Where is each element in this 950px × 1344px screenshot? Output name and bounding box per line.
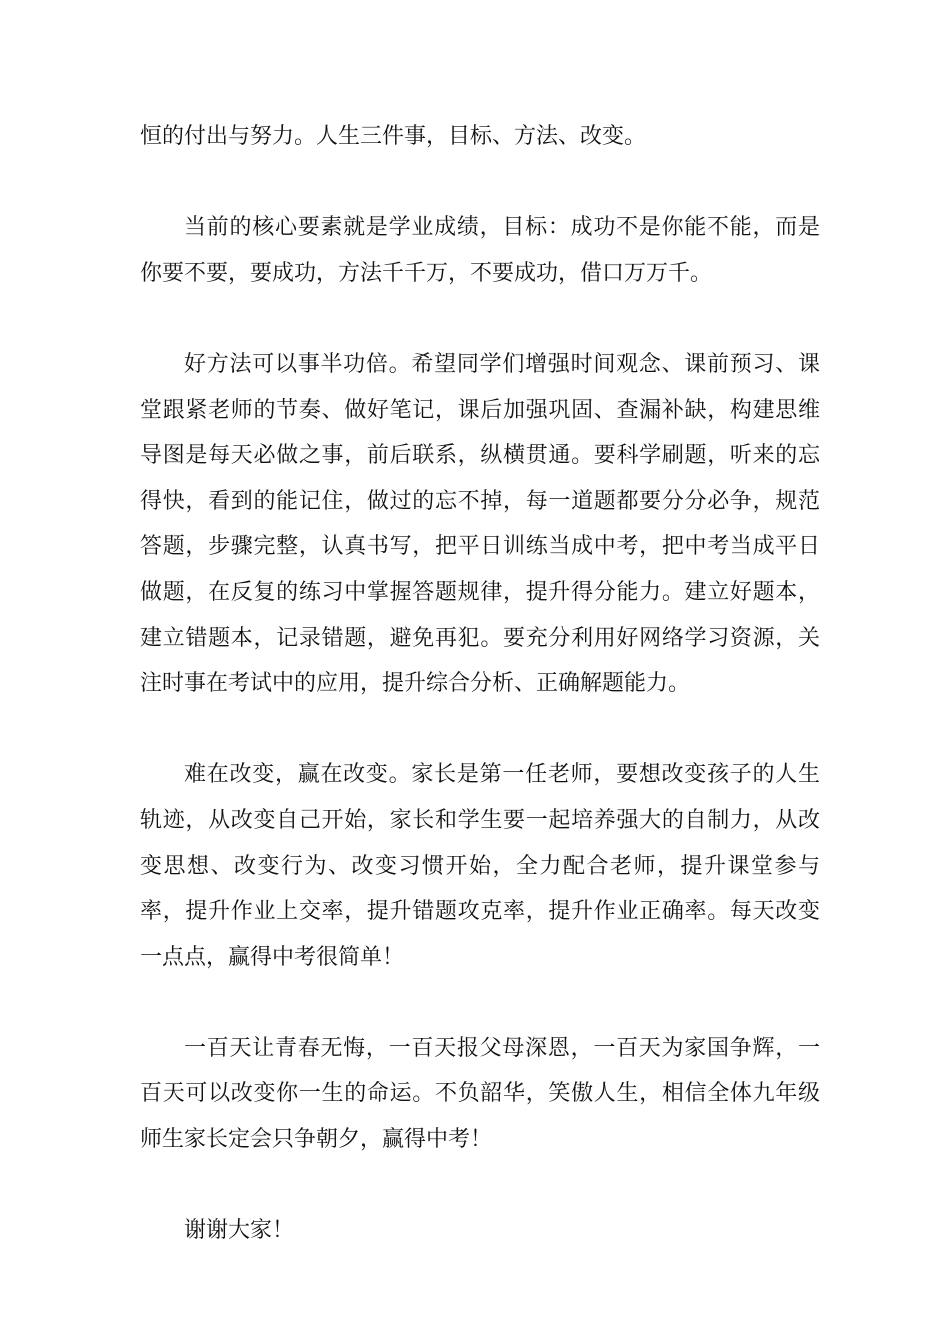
document-body (140, 114, 820, 1254)
paragraph-1: 恒的付出与努力。人生三件事，目标、方法、改变。 (140, 124, 647, 149)
paragraph-4: 难在改变，赢在改变。家长是第一任老师，要想改变孩子的人生轨迹，从改变自己开始，家长和学生要一起培养强大的自制力，从改变思想、改变行为、改变习惯开始，全力配合老师，提升课堂参与率，提升作业上交率，提升错题攻克率，提升作业正确率。每天改变一点点，赢得中考很简单！ (140, 762, 820, 970)
paragraph-2: 当前的核心要素就是学业成绩，目标：成功不是你能不能，而是你要不要，要成功，方法千千万，不要成功，借口万万千。 (140, 215, 820, 286)
paragraph-5: 一百天让青春无悔，一百天报父母深恩，一百天为家国争辉，一百天可以改变你一生的命运。不负韶华，笑傲人生，相信全体九年级师生家长定会只争朝夕，赢得中考！ (140, 1035, 820, 1153)
paragraph-3: 好方法可以事半功倍。希望同学们增强时间观念、课前预习、课堂跟紧老师的节奏、做好笔记，课后加强巩固、查漏补缺，构建思维导图是每天必做之事，前后联系，纵横贯通。要科学刷题，听来的忘得快，看到的能记住，做过的忘不掉，每一道题都要分分必争，规范答题，步骤完整，认真书写，把平日训练当成中考，把中考当成平日做题，在反复的练习中掌握答题规律，提升得分能力。建立好题本，建立错题本，记录错题，避免再犯。要充分利用好网络学习资源，关注时事在考试中的应用，提升综合分析、正确解题能力。 (140, 351, 820, 697)
closing-remark: 谢谢大家！ (184, 1218, 295, 1244)
